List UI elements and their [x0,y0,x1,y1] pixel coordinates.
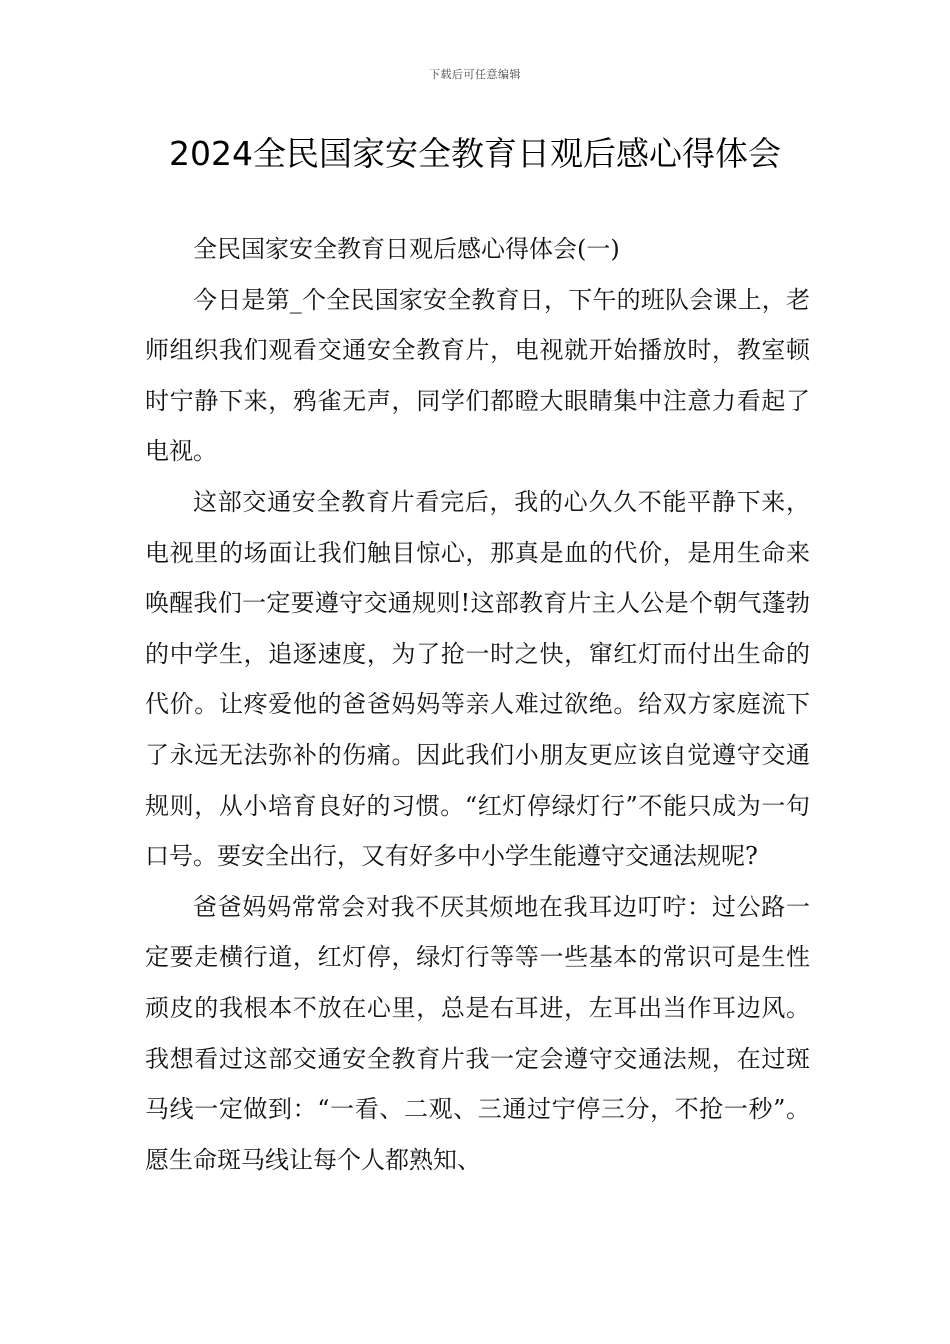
document-title: 2024全民国家安全教育日观后感心得体会 [169,134,781,173]
page-header-note: 下载后可任意编辑 [429,68,521,81]
body-paragraph-1: 今日是第_个全民国家安全教育日，下午的班队会课上，老师组织我们观看交通安全教育片，电视就开始播放时，教室顿时宁静下来，鸦雀无声，同学们都瞪大眼睛集中注意力看起了电视。 [145,285,810,466]
document-body [145,224,810,1185]
body-paragraph-3: 爸爸妈妈常常会对我不厌其烦地在我耳边叮咛：过公路一定要走横行道，红灯停，绿灯行等等一些基本的常识可是生性顽皮的我根本不放在心里，总是右耳进，左耳出当作耳边风。我想看过这部交通安全教育片我一定会遵守交通法规，在过斑马线一定做到：“一看、二观、三通过宁停三分，不抢一秒”。愿生命斑马线让每个人都熟知、 [145,892,810,1174]
subtitle-paragraph: 全民国家安全教育日观后感心得体会(一) [193,235,620,263]
body-paragraph-2: 这部交通安全教育片看完后，我的心久久不能平静下来，电视里的场面让我们触目惊心，那真是血的代价，是用生命来唤醒我们一定要遵守交通规则!这部教育片主人公是个朝气蓬勃的中学生，追逐速度，为了抢一时之快，窜红灯而付出生命的代价。让疼爱他的爸爸妈妈等亲人难过欲绝。给双方家庭流下了永远无法弥补的伤痛。因此我们小朋友更应该自觉遵守交通规则，从小培育良好的习惯。“红灯停绿灯行”不能只成为一句口号。要安全出行，又有好多中小学生能遵守交通法规呢? [145,487,810,871]
